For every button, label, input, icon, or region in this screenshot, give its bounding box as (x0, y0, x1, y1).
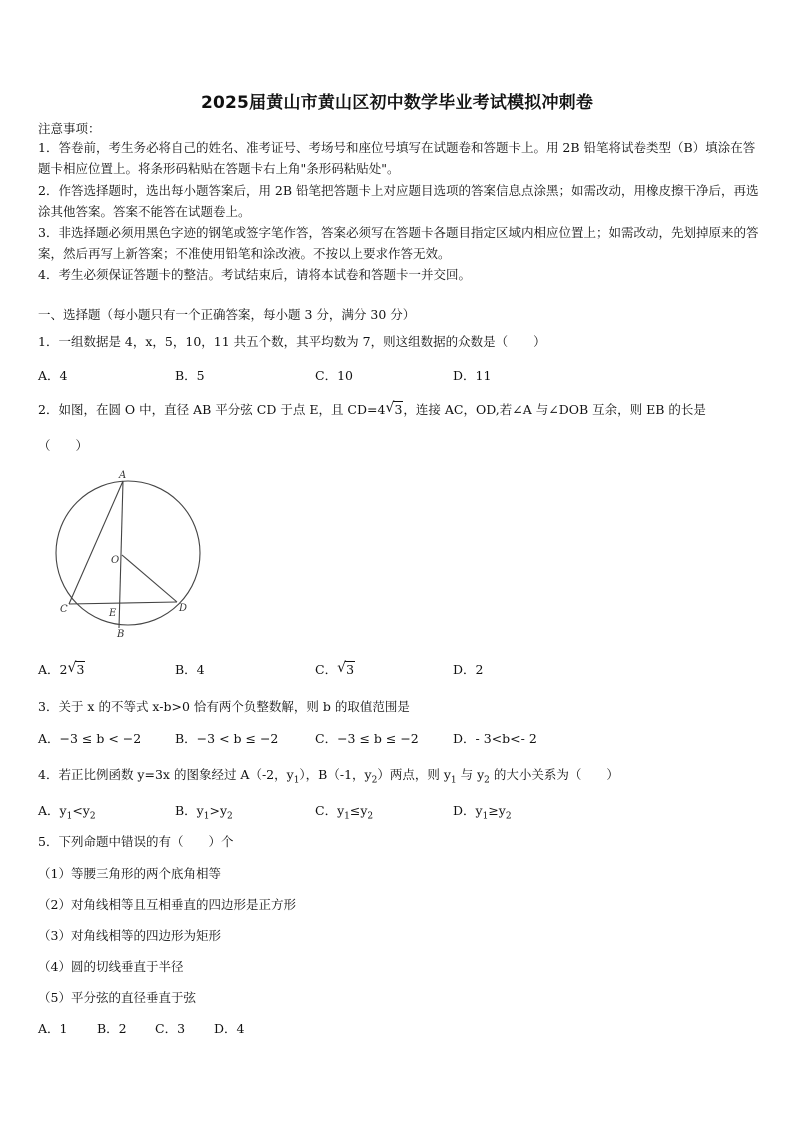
q4-option-text: ≥y (488, 803, 506, 818)
q1-option-b: B．5 (175, 368, 205, 383)
q2-bracket: （ ） (38, 438, 89, 453)
q4-option-sub: 1 (344, 811, 350, 822)
q2-option-c-radicand: 3 (346, 662, 355, 677)
notice-heading: 注意事项： (38, 121, 101, 136)
q3-option-d: D．- 3<b<- 2 (453, 731, 537, 746)
q4-option-sub: 2 (367, 811, 374, 822)
q4-option-text: <y (72, 803, 90, 818)
q4-option-a (38, 801, 96, 822)
section-heading: 一、选择题（每小题只有一个正确答案，每小题 3 分，满分 30 分） (38, 307, 416, 322)
q5-option-a: A．1 (38, 1021, 68, 1036)
q2-circle-figure (44, 466, 224, 644)
q4-option-text: C．y (315, 803, 345, 818)
q2-stem (38, 400, 706, 418)
label-a: A (119, 470, 127, 481)
q5-item-5: （5）平分弦的直径垂直于弦 (38, 990, 196, 1005)
q2-option-c (315, 660, 355, 678)
q5-option-d: D．4 (214, 1021, 245, 1036)
q4-stem-part: 的大小关系为（ ） (489, 767, 619, 782)
q1-option-a: A．4 (38, 368, 68, 383)
q2-option-a (38, 660, 85, 678)
notice-item-2: 2．作答选择题时，选出每小题答案后，用 2B 铅笔把答题卡上对应题目选项的答案信息点涂黑；如需改动，用橡皮擦干净后，再选涂其他答案。答案不能答在试题卷上。 (38, 183, 759, 219)
q4-option-text: >y (209, 803, 228, 818)
q5-stem: 5．下列命题中错误的有（ ）个 (38, 834, 234, 849)
q4-sub: 2 (484, 775, 490, 786)
q2-stem-pre: 2．如图，在圆 O 中，直径 AB 平分弦 CD 于点 E，且 CD=4 (38, 402, 386, 417)
q5-item-4: （4）圆的切线垂直于半径 (38, 959, 184, 974)
q5-item-2: （2）对角线相等且互相垂直的四边形是正方形 (38, 897, 296, 912)
label-d: D (179, 603, 188, 614)
q4-option-b (175, 801, 233, 822)
diameter-ab (119, 481, 123, 628)
q4-option-text: ≤y (349, 803, 368, 818)
label-o: O (111, 555, 120, 566)
sqrt-sign: √ 3 (385, 400, 403, 417)
q4-option-text: D．y (453, 803, 483, 818)
q3-stem: 3．关于 x 的不等式 x-b>0 恰有两个负整数解，则 b 的取值范围是 (38, 699, 410, 714)
notice-item-1: 1．答卷前，考生务必将自己的姓名、准考证号、考场号和座位号填写在试题卷和答题卡上。用 2B 铅笔将试卷类型（B）填涂在答题卡相应位置上。将条形码粘贴在答题卡右上角"条形码粘贴处"。 (38, 140, 756, 176)
q4-sub: 1 (450, 775, 457, 786)
label-b: B (117, 629, 125, 640)
q4-option-sub: 2 (505, 811, 512, 822)
q3-option-a: A．−3 ≤ b < −2 (38, 731, 142, 746)
q4-option-sub: 1 (482, 811, 489, 822)
label-e: E (109, 608, 117, 619)
q1-stem: 1．一组数据是 4，x，5，10，11 共五个数，其平均数为 7，则这组数据的众数是（ ） (38, 334, 546, 349)
q4-stem-part: ）两点，则 y (377, 767, 451, 782)
q5-option-b: B．2 (97, 1021, 127, 1036)
q2-stem-post: ，连接 AC，OD,若∠A 与∠DOB 互余，则 EB 的长是 (403, 402, 706, 417)
q1-option-d: D．11 (453, 368, 492, 383)
q4-stem-part: 与 y (456, 767, 485, 782)
q2-option-a-radicand: 3 (76, 662, 85, 677)
q5-item-3: （3）对角线相等的四边形为矩形 (38, 928, 221, 943)
q4-stem-part: 4．若正比例函数 y=3x 的图象经过 A（-2，y (38, 767, 294, 782)
q4-option-sub: 1 (203, 811, 210, 822)
q4-option-sub: 2 (227, 811, 233, 822)
chord-ac (69, 481, 123, 604)
q4-sub: 2 (371, 775, 378, 786)
q4-option-c (315, 801, 373, 822)
q2-option-c-text: C． (315, 662, 338, 677)
q4-option-text: B．y (175, 803, 204, 818)
q4-stem (38, 765, 619, 786)
q2-option-a-text: A．2 (38, 662, 68, 677)
q2-option-d: D．2 (453, 662, 484, 677)
label-c: C (60, 604, 68, 615)
page-title: 2025届黄山市黄山区初中数学毕业考试模拟冲刺卷 (200, 93, 594, 113)
notice-item-4: 4．考生必须保证答题卡的整洁。考试结束后，请将本试卷和答题卡一并交回。 (38, 267, 471, 282)
q2-stem-radicand: 3 (394, 402, 403, 417)
q4-option-sub: 1 (66, 811, 73, 822)
q4-option-d (453, 801, 512, 822)
q4-sub: 1 (293, 775, 300, 786)
q5-option-c: C．3 (155, 1021, 186, 1036)
q4-option-text: A．y (38, 803, 67, 818)
radius-od (122, 555, 177, 602)
chord-cd (69, 602, 177, 604)
sqrt-sign: √ 3 (337, 660, 355, 677)
q3-option-c: C．−3 ≤ b ≤ −2 (315, 731, 419, 746)
q4-stem-part: ），B（-1，y (299, 767, 372, 782)
q4-option-sub: 2 (89, 811, 96, 822)
q5-item-1: （1）等腰三角形的两个底角相等 (38, 866, 221, 881)
q3-option-b: B．−3 < b ≤ −2 (175, 731, 279, 746)
q2-option-b: B．4 (175, 662, 205, 677)
notice-item-3: 3．非选择题必须用黑色字迹的钢笔或签字笔作答，答案必须写在答题卡各题目指定区域内相应位置上；如需改动，先划掉原来的答案，然后再写上新答案；不准使用铅笔和涂改液。不按以上要求作答无效。 (38, 225, 759, 261)
sqrt-sign: √ 3 (67, 660, 85, 677)
q1-option-c: C．10 (315, 368, 353, 383)
